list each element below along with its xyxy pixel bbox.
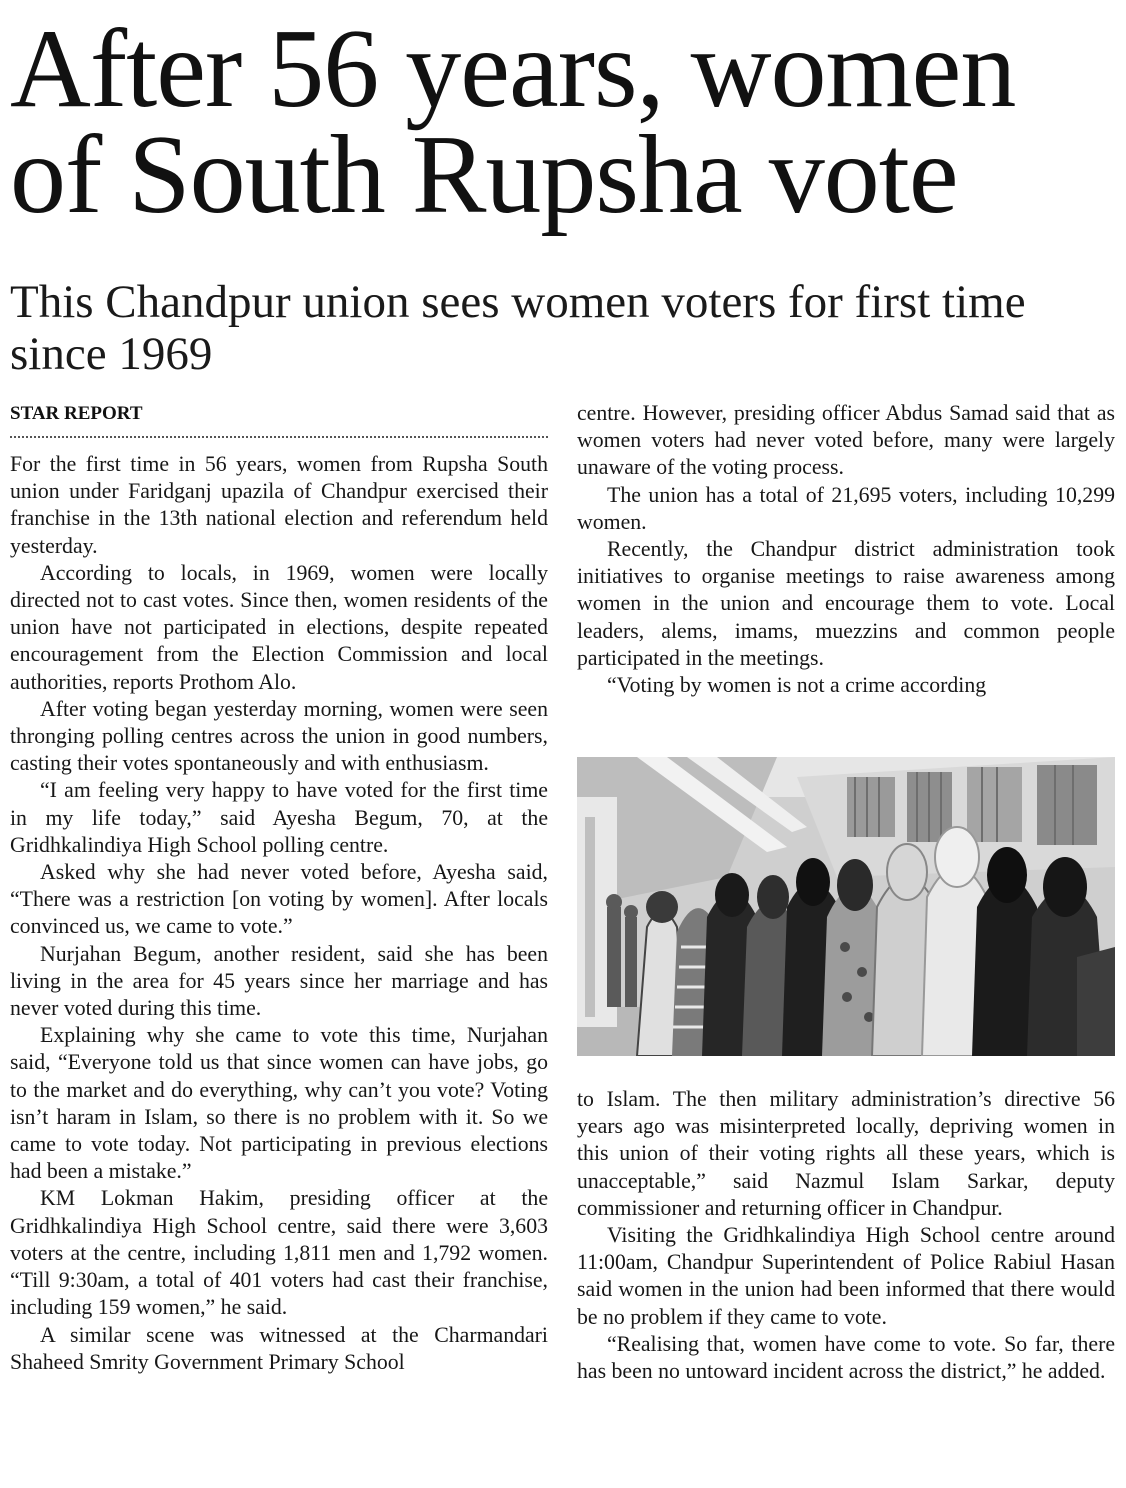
headline: After 56 years, women of South Rupsha vote — [10, 7, 1016, 237]
byline-divider — [10, 436, 548, 438]
right-column-bottom — [577, 1086, 1115, 1385]
news-photo-women-voters-queue — [577, 757, 1115, 1056]
paragraph: “I am feeling very happy to have voted for the first time in my life today,” said Ayesha Begum, 70, at the Gridhkalindiya High School polling centre. — [10, 778, 548, 857]
paragraph: Recently, the Chandpur district administration took initiatives to organise meetings to raise awareness among women in the union and encourage them to vote. Local leaders, alems, imams, muezzins and common people participated in the meetings. — [577, 537, 1115, 670]
subheadline: This Chandpur union sees women voters for first time since 1969 — [10, 276, 1026, 380]
paragraph: For the first time in 56 years, women from Rupsha South union under Faridganj upazila of Chandpur exercised their franchise in the 13th national election and referendum held yesterday. — [10, 452, 548, 558]
paragraph: KM Lokman Hakim, presiding officer at the Gridhkalindiya High School centre, said there were 3,603 voters at the centre, including 1,811 men and 1,792 women. “Till 9:30am, a total of 401 voters had cast their franchise, including 159 women,” he said. — [10, 1186, 548, 1320]
paragraph: A similar scene was witnessed at the Charmandari Shaheed Smrity Government Primary School — [10, 1322, 548, 1374]
paragraph: According to locals, in 1969, women were locally directed not to cast votes. Since then, women residents of the union have not participated in elections, despite repeated encouragement from the Election Commission and local authorities, reports Prothom Alo. — [10, 560, 548, 694]
paragraph: Nurjahan Begum, another resident, said she has been living in the area for 45 years since her marriage and has never voted during this time. — [10, 941, 548, 1021]
paragraph: The union has a total of 21,695 voters, including 10,299 women. — [577, 482, 1115, 534]
paragraph: Asked why she had never voted before, Ayesha said, “There was a restriction [on voting by women]. After locals convinced us, we came to vote.” — [10, 860, 548, 939]
byline: STAR REPORT — [10, 403, 143, 424]
paragraph: “Voting by women is not a crime according — [607, 673, 987, 698]
right-column-top — [577, 400, 1115, 699]
paragraph: After voting began yesterday morning, women were seen thronging polling centres across the union in good numbers, casting their votes spontaneously and with enthusiasm. — [10, 696, 548, 776]
paragraph: Explaining why she came to vote this time, Nurjahan said, “Everyone told us that since women can have jobs, go to the market and do everything, why can’t you vote? Voting isn’t haram in Islam, so there is no problem with it. So we came to vote today. Not participating in previous elections had been a mistake.” — [10, 1023, 548, 1184]
left-column — [10, 451, 548, 1376]
paragraph: to Islam. The then military administration’s directive 56 years ago was misinterpreted locally, depriving women in this union of their voting rights all these years, which is unacceptable,” said Nazmul Islam Sarkar, deputy commissioner and returning officer in Chandpur. — [577, 1087, 1115, 1220]
paragraph: centre. However, presiding officer Abdus Samad said that as women voters had never voted before, many were largely unaware of the voting process. — [577, 401, 1115, 480]
paragraph: Visiting the Gridhkalindiya High School centre around 11:00am, Chandpur Superintendent of Police Rabiul Hasan said women in the union had been informed that there would be no problem if they came to vote. — [577, 1223, 1115, 1329]
paragraph: “Realising that, women have come to vote. So far, there has been no untoward incident across the district,” he added. — [577, 1331, 1115, 1384]
